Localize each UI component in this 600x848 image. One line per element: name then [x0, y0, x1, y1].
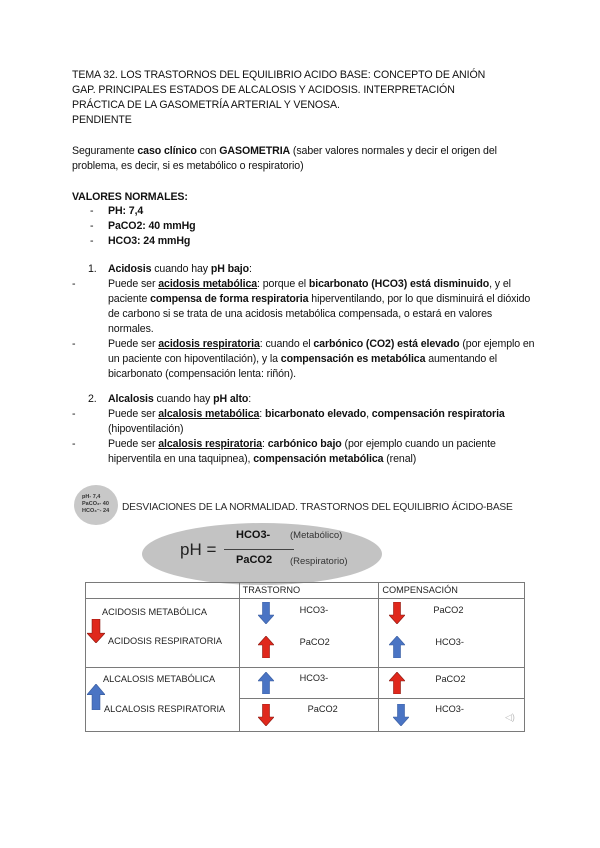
compensation-arrow-icon — [389, 672, 405, 694]
arrow-up-shape — [389, 636, 405, 658]
text: : — [259, 408, 265, 420]
compensation-arrow-icon — [389, 636, 405, 658]
disorder-cell — [239, 599, 379, 668]
header-cell — [86, 583, 240, 599]
alcalosis-section — [72, 392, 538, 467]
header-cell — [239, 583, 379, 599]
header-cell — [379, 583, 525, 599]
disorder-value: PaCO2 — [299, 637, 330, 647]
figure-title: DESVIACIONES DE LA NORMALIDAD. TRASTORNOS DEL EQUILIBRIO ÁCIDO-BASE — [122, 502, 513, 513]
term-underlined: alcalosis respiratoria — [158, 438, 263, 450]
arrow-up-shape — [258, 636, 274, 658]
text: : — [248, 263, 252, 275]
bold-text: Alcalosis — [108, 393, 154, 405]
compensation-value: PaCO2 — [433, 605, 464, 615]
speaker-watermark-icon: ◁) — [505, 712, 515, 722]
alcalosis-metabolic-item — [72, 407, 538, 437]
alcalosis-respiratory-item — [72, 437, 538, 467]
text: aumentando el bicarbonato (compensación lenta: riñón). — [108, 353, 498, 380]
compensation-cell — [379, 599, 525, 668]
compensation-cell — [379, 699, 525, 732]
normal-value-item: - HCO3: 24 mmHg — [90, 234, 196, 249]
bold-text: compensación respiratoria — [371, 408, 505, 420]
compensation-value: HCO3- — [435, 704, 464, 714]
term-underlined: acidosis respiratoria — [158, 338, 260, 350]
title-line: GAP. PRINCIPALES ESTADOS DE ALCALOSIS Y ACIDOSIS. INTERPRETACIÓN — [72, 84, 455, 96]
disorder-arrow-icon — [258, 636, 274, 658]
ph-arrow-icon — [87, 619, 105, 643]
header-label: TRASTORNO — [242, 585, 301, 595]
badge-line: HCO₃⁻- 24 — [82, 508, 110, 514]
formula-numerator: HCO3- — [236, 529, 271, 541]
arrow-down-shape — [258, 704, 274, 726]
acidosis-heading — [88, 262, 538, 277]
intro-paragraph — [72, 144, 542, 174]
compensation-arrow-icon — [389, 602, 405, 624]
text: cuando hay — [153, 393, 214, 405]
ph-arrow-icon — [87, 684, 105, 710]
disorder-cell — [239, 699, 379, 732]
bullet-dash: - — [72, 438, 76, 450]
text: (por ejemplo en un paciente con hipoventilación), y la — [108, 338, 535, 365]
arrow-up-shape — [389, 672, 405, 694]
table-row — [86, 599, 525, 668]
arrow-up-shape — [87, 684, 105, 710]
disorder-label: ALCALOSIS METABÓLICA — [103, 674, 216, 684]
disorder-label: ACIDOSIS METABÓLICA — [102, 607, 207, 617]
bold-text: carbónico (CO2) está elevado — [313, 338, 460, 350]
compensation-cell — [379, 668, 525, 699]
bold-text: bicarbonato (HCO3) está disminuido — [308, 278, 490, 290]
bold-text: Acidosis — [108, 263, 152, 275]
compensation-arrow-icon — [393, 704, 409, 726]
bold-text: carbónico bajo — [267, 438, 342, 450]
intro-bold: GASOMETRIA — [219, 145, 291, 157]
list-number: 1. — [88, 263, 97, 275]
intro-text: Seguramente — [72, 145, 138, 157]
disorder-label: ACIDOSIS RESPIRATORIA — [108, 636, 223, 646]
bold-text: bicarbonato elevado — [264, 408, 367, 420]
bold-text: pH alto — [213, 393, 249, 405]
acidosis-group-cell — [86, 599, 240, 668]
arrow-up-shape — [258, 672, 274, 694]
text: : cuando el — [259, 338, 314, 350]
intro-bold: caso clínico — [137, 145, 197, 157]
fraction-bar — [224, 549, 294, 550]
text: Puede ser — [108, 408, 159, 420]
acidosis-metabolic-item — [72, 277, 538, 337]
formula-lhs: pH = — [180, 540, 217, 559]
list-number: 2. — [88, 393, 97, 405]
intro-text: con — [196, 145, 220, 157]
term-underlined: acidosis metabólica — [158, 278, 258, 290]
bullet-dash: - — [72, 408, 76, 420]
bold-text: compensación metabólica — [253, 453, 384, 465]
disorder-arrow-icon — [258, 704, 274, 726]
disorders-table — [85, 582, 525, 732]
text: , — [366, 408, 372, 420]
text: (por ejemplo cuando un paciente hiperventila en una taquipnea), — [108, 438, 496, 465]
bold-text: compensa de forma respiratoria — [150, 293, 309, 305]
normal-value-item: - PH: 7,4 — [90, 204, 196, 219]
bold-text: pH bajo — [210, 263, 249, 275]
text: : porque el — [257, 278, 309, 290]
text: cuando hay — [151, 263, 211, 275]
numerator-note: (Metabólico) — [290, 530, 343, 541]
term-underlined: alcalosis metabólica — [158, 408, 260, 420]
acid-base-figure — [72, 485, 532, 735]
acidosis-section — [72, 262, 538, 382]
alcalosis-group-cell — [86, 668, 240, 732]
disorder-value: HCO3- — [299, 605, 329, 615]
formula-denominator: PaCO2 — [236, 554, 273, 566]
normal-value-item: - PaCO2: 40 mmHg — [90, 219, 196, 234]
compensation-value: PaCO2 — [435, 674, 466, 684]
arrow-down-shape — [389, 602, 405, 624]
title-line: PRÁCTICA DE LA GASOMETRÍA ARTERIAL Y VENOSA. — [72, 99, 340, 111]
bold-text: compensación es metabólica — [280, 353, 426, 365]
table-header-row — [86, 583, 525, 599]
text: Puede ser — [108, 278, 159, 290]
title-line: TEMA 32. LOS TRASTORNOS DEL EQUILIBRIO ACIDO BASE: CONCEPTO DE ANIÓN — [72, 69, 486, 81]
disorder-value: PaCO2 — [307, 704, 338, 714]
bullet-dash: - — [72, 278, 76, 290]
normal-values-heading: VALORES NORMALES: — [72, 191, 188, 203]
disorder-cell — [239, 668, 379, 699]
disorder-arrow-icon — [258, 602, 274, 624]
table-row — [86, 668, 525, 699]
acidosis-respiratory-item — [72, 337, 538, 382]
compensation-value: HCO3- — [435, 637, 464, 647]
text: (renal) — [383, 453, 417, 465]
text: : — [248, 393, 252, 405]
text: , y el paciente — [108, 278, 511, 305]
text: Puede ser — [108, 338, 159, 350]
badge-line: pH- 7,4 — [82, 494, 101, 500]
bullet-dash: - — [72, 338, 76, 350]
document-title — [72, 68, 542, 128]
disorder-arrow-icon — [258, 672, 274, 694]
text: : — [262, 438, 268, 450]
arrow-down-shape — [258, 602, 274, 624]
normal-values-badge — [74, 485, 118, 525]
badge-line: PaCO₂- 40 — [82, 501, 109, 507]
header-label: COMPENSACIÓN — [382, 585, 458, 595]
alcalosis-heading — [88, 392, 538, 407]
disorder-value: HCO3- — [299, 673, 329, 683]
title-status: PENDIENTE — [72, 114, 132, 126]
text: (hipoventilación) — [108, 423, 184, 435]
disorder-label: ALCALOSIS RESPIRATORIA — [104, 704, 226, 714]
arrow-down-shape — [393, 704, 409, 726]
normal-values-list — [90, 204, 196, 249]
text: hiperventilando, por lo que disminuirá el dióxido de carbono si se trata de una acidosis metabólica compensada, o estará en valores normales. — [108, 293, 531, 335]
intro-text: (saber valores normales y decir el origen del problema, es decir, si es metabólico o respiratorio) — [72, 145, 497, 172]
arrow-down-shape — [87, 619, 105, 643]
denominator-note: (Respiratorio) — [290, 556, 348, 567]
text: Puede ser — [108, 438, 159, 450]
